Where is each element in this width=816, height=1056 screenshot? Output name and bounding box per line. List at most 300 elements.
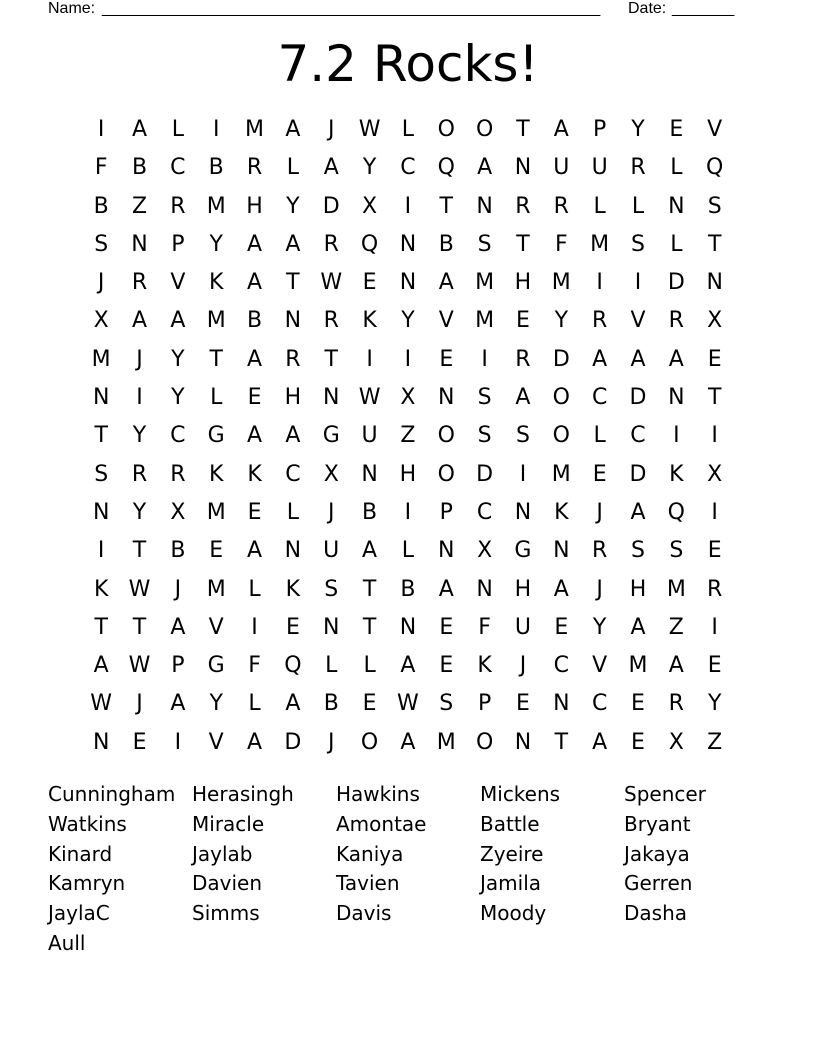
grid-letter: O <box>552 423 570 449</box>
grid-letter: I <box>136 385 143 411</box>
grid-letter: D <box>322 193 340 219</box>
word-bank-item: Jakaya <box>624 841 690 866</box>
grid-letter: N <box>668 385 685 411</box>
grid-row <box>82 685 734 723</box>
grid-letter: Z <box>707 729 723 755</box>
grid-letter: A <box>400 729 416 755</box>
grid-letter: A <box>170 308 186 334</box>
grid-letter: I <box>481 346 488 372</box>
grid-letter: S <box>669 538 684 564</box>
grid-letter: H <box>246 193 263 219</box>
grid-letter: E <box>554 614 569 640</box>
grid-letter: L <box>631 193 645 219</box>
grid-letter: Y <box>707 691 722 717</box>
grid-letter: L <box>401 538 415 564</box>
grid-letter: N <box>92 729 110 755</box>
grid-letter: A <box>592 729 608 755</box>
grid-letter: E <box>707 538 722 564</box>
grid-letter: Q <box>667 499 685 525</box>
grid-letter: C <box>553 653 569 679</box>
grid-letter: L <box>670 231 683 257</box>
grid-letter: I <box>711 499 718 525</box>
grid-letter: A <box>630 499 646 525</box>
grid-letter: K <box>477 653 492 679</box>
grid-letter: E <box>209 538 224 564</box>
grid-letter: N <box>668 193 685 219</box>
grid-letter: E <box>631 691 645 717</box>
grid-letter: D <box>667 270 685 296</box>
grid-letter: J <box>97 270 105 296</box>
grid-letter: C <box>591 691 608 717</box>
grid-letter: R <box>707 576 723 602</box>
grid-letter: K <box>669 461 684 487</box>
grid-letter: A <box>668 653 684 679</box>
grid-letter: B <box>93 193 109 219</box>
grid-letter: G <box>514 538 532 564</box>
grid-letter: V <box>170 270 186 296</box>
grid-letter: L <box>248 576 261 602</box>
grid-letter: E <box>247 499 262 525</box>
grid-letter: P <box>477 691 492 717</box>
grid-letter: V <box>208 614 224 640</box>
grid-letter: C <box>630 423 646 449</box>
word-bank-item: Zyeire <box>480 841 544 866</box>
grid-letter: O <box>475 729 494 755</box>
word-bank-item: Herasingh <box>192 782 294 806</box>
grid-letter: T <box>94 423 108 449</box>
grid-letter: T <box>362 614 377 640</box>
grid-letter: M <box>206 193 226 219</box>
word-bank-item: Jamila <box>480 871 542 896</box>
word-bank-item: Watkins <box>48 811 127 836</box>
grid-letter: X <box>93 308 109 334</box>
word-bank-item: Cunningham <box>48 782 176 806</box>
grid-letter: Y <box>132 423 147 449</box>
grid-letter: U <box>361 423 378 449</box>
grid-row <box>82 647 734 685</box>
grid-letter: Y <box>209 691 223 717</box>
grid-letter: X <box>323 461 339 487</box>
grid-letter: Q <box>706 155 724 181</box>
grid-letter: N <box>323 385 340 411</box>
grid-letter: I <box>519 461 527 487</box>
grid-letter: Q <box>360 231 379 257</box>
grid-row <box>82 609 734 647</box>
grid-letter: W <box>320 270 343 296</box>
grid-letter: Y <box>132 499 147 525</box>
grid-letter: I <box>711 614 718 640</box>
grid-letter: N <box>706 270 723 296</box>
grid-letter: H <box>514 270 532 296</box>
grid-letter: I <box>251 614 258 640</box>
grid-letter: N <box>284 538 302 564</box>
grid-letter: V <box>630 308 646 334</box>
grid-letter: Q <box>284 653 302 679</box>
grid-letter: N <box>514 729 532 755</box>
grid-letter: J <box>136 346 143 372</box>
grid-letter: A <box>592 346 608 372</box>
grid-letter: N <box>399 270 417 296</box>
grid-letter: J <box>327 729 335 755</box>
grid-letter: E <box>707 653 722 679</box>
grid-letter: R <box>515 346 531 372</box>
grid-letter: L <box>363 653 376 679</box>
grid-letter: B <box>438 231 454 257</box>
grid-letter: G <box>207 423 225 449</box>
grid-letter: S <box>707 193 722 219</box>
grid-letter: M <box>666 576 686 602</box>
grid-letter: I <box>366 346 373 372</box>
grid-letter: S <box>477 423 492 449</box>
grid-letter: A <box>630 346 646 372</box>
grid-letter: E <box>669 117 684 142</box>
word-bank-item: Moody <box>480 901 547 926</box>
grid-letter: L <box>171 117 184 142</box>
grid-letter: P <box>439 499 453 525</box>
grid-letter: I <box>673 423 680 449</box>
grid-letter: R <box>668 691 684 717</box>
word-bank-item: JaylaC <box>48 901 110 926</box>
grid-letter: L <box>210 385 223 411</box>
grid-letter: M <box>551 270 571 296</box>
grid-letter: D <box>284 729 302 755</box>
grid-letter: V <box>438 308 454 334</box>
grid-letter: R <box>591 308 608 334</box>
grid-letter: R <box>553 193 569 219</box>
grid-row <box>82 494 734 532</box>
grid-row <box>82 341 734 379</box>
grid-row <box>82 724 734 762</box>
word-bank-item: Davis <box>336 901 392 926</box>
grid-letter: Z <box>400 423 416 449</box>
grid-letter: S <box>631 538 645 564</box>
grid-letter: I <box>404 193 412 219</box>
grid-letter: K <box>208 270 224 296</box>
grid-letter: S <box>324 576 339 602</box>
grid-letter: R <box>630 155 646 181</box>
grid-letter: P <box>171 231 185 257</box>
grid-letter: L <box>401 117 415 142</box>
grid-row <box>82 188 734 226</box>
grid-letter: T <box>707 385 722 411</box>
grid-letter: K <box>554 499 569 525</box>
grid-letter: L <box>248 691 261 717</box>
grid-letter: N <box>476 193 493 219</box>
grid-letter: K <box>208 461 224 487</box>
grid-letter: E <box>362 270 377 296</box>
grid-letter: N <box>399 614 417 640</box>
grid-letter: B <box>247 308 263 334</box>
grid-letter: O <box>360 729 379 755</box>
word-bank <box>48 780 768 959</box>
grid-row <box>82 571 734 609</box>
grid-letter: B <box>131 155 148 181</box>
grid-letter: R <box>323 308 339 334</box>
grid-letter: W <box>358 117 381 142</box>
grid-letter: C <box>170 155 186 181</box>
grid-letter: V <box>592 653 608 679</box>
grid-letter: Z <box>131 193 148 219</box>
grid-row <box>82 111 734 149</box>
grid-letter: S <box>631 231 645 257</box>
word-bank-item: Gerren <box>624 871 693 896</box>
grid-letter: T <box>209 346 223 372</box>
grid-letter: S <box>94 461 109 487</box>
grid-letter: E <box>439 346 454 372</box>
grid-letter: S <box>477 231 492 257</box>
grid-letter: J <box>136 691 143 717</box>
grid-letter: M <box>628 653 648 679</box>
word-bank-item: Jaylab <box>192 841 253 866</box>
grid-letter: A <box>131 308 148 334</box>
name-label: Name: <box>48 0 96 17</box>
grid-letter: S <box>94 231 109 257</box>
grid-letter: J <box>174 576 182 602</box>
grid-letter: S <box>515 423 530 449</box>
grid-letter: M <box>91 346 111 372</box>
grid-letter: A <box>285 117 301 142</box>
grid-letter: Y <box>362 155 377 181</box>
grid-letter: K <box>285 576 301 602</box>
grid-letter: A <box>553 576 569 602</box>
grid-letter: F <box>478 614 491 640</box>
grid-letter: S <box>439 691 454 717</box>
grid-letter: Y <box>209 231 223 257</box>
word-bank-item: Hawkins <box>336 782 420 806</box>
grid-letter: E <box>707 346 722 372</box>
grid-letter: H <box>514 576 532 602</box>
grid-letter: T <box>362 576 377 602</box>
grid-letter: R <box>131 270 148 296</box>
grid-letter: R <box>170 193 186 219</box>
word-bank-item: Dasha <box>624 901 688 926</box>
grid-letter: R <box>515 193 531 219</box>
grid-letter: A <box>323 155 339 181</box>
word-bank-item: Battle <box>480 811 540 836</box>
grid-letter: J <box>327 117 335 142</box>
grid-letter: H <box>399 461 417 487</box>
word-bank-item: Kinard <box>48 841 113 866</box>
grid-letter: M <box>475 308 495 334</box>
grid-letter: F <box>554 231 568 257</box>
grid-letter: X <box>400 385 416 411</box>
grid-letter: X <box>170 499 186 525</box>
header-line <box>48 0 748 20</box>
grid-letter: A <box>477 155 493 181</box>
grid-letter: O <box>552 385 570 411</box>
grid-letter: W <box>128 576 151 602</box>
grid-letter: G <box>322 423 340 449</box>
grid-letter: M <box>245 117 265 142</box>
grid-letter: T <box>554 729 569 755</box>
word-bank-item: Simms <box>192 901 260 926</box>
grid-letter: S <box>477 385 492 411</box>
grid-letter: F <box>248 653 261 679</box>
grid-letter: A <box>362 538 378 564</box>
grid-row <box>82 532 734 570</box>
grid-letter: A <box>170 614 186 640</box>
grid-letter: Y <box>554 308 569 334</box>
grid-letter: I <box>596 270 603 296</box>
grid-letter: N <box>553 691 570 717</box>
grid-letter: U <box>323 538 340 564</box>
grid-letter: P <box>171 653 185 679</box>
grid-letter: E <box>285 614 300 640</box>
grid-letter: W <box>397 691 419 717</box>
date-label: Date: <box>628 0 667 17</box>
grid-letter: C <box>285 461 301 487</box>
grid-letter: I <box>174 729 182 755</box>
grid-letter: A <box>170 691 186 717</box>
grid-letter: E <box>631 729 645 755</box>
grid-letter: D <box>552 346 570 372</box>
grid-letter: N <box>131 231 148 257</box>
grid-letter: C <box>591 385 608 411</box>
grid-letter: R <box>323 231 339 257</box>
grid-row <box>82 379 734 417</box>
grid-letter: R <box>131 461 148 487</box>
letter-grid <box>82 111 734 762</box>
grid-letter: C <box>476 499 493 525</box>
word-bank-item: Kamryn <box>48 871 126 896</box>
grid-letter: E <box>132 729 147 755</box>
grid-letter: U <box>591 155 608 181</box>
grid-letter: Y <box>401 308 415 334</box>
grid-letter: J <box>596 576 603 602</box>
grid-letter: M <box>206 308 226 334</box>
grid-letter: M <box>590 231 610 257</box>
grid-letter: A <box>668 346 684 372</box>
grid-letter: N <box>323 614 340 640</box>
grid-letter: Z <box>668 614 684 640</box>
grid-letter: I <box>97 117 105 142</box>
grid-letter: M <box>475 270 495 296</box>
grid-letter: L <box>593 423 606 449</box>
page-title: 7.2 Rocks! <box>277 35 539 93</box>
grid-letter: V <box>707 117 723 142</box>
grid-row <box>82 417 734 455</box>
grid-letter: Q <box>437 155 455 181</box>
grid-letter: E <box>362 691 377 717</box>
word-bank-item: Tavien <box>336 871 400 896</box>
grid-letter: G <box>207 653 225 679</box>
grid-letter: U <box>553 155 570 181</box>
grid-letter: D <box>629 385 647 411</box>
grid-letter: A <box>247 270 263 296</box>
grid-letter: E <box>439 653 454 679</box>
grid-letter: T <box>94 614 108 640</box>
grid-letter: I <box>212 117 220 142</box>
word-bank-item: Mickens <box>480 782 561 806</box>
grid-letter: M <box>206 576 226 602</box>
word-bank-item: Bryant <box>624 811 691 836</box>
word-bank-item: Spencer <box>624 782 706 806</box>
grid-letter: N <box>553 538 570 564</box>
grid-letter: I <box>404 346 412 372</box>
date-blank-line: _______ <box>672 0 735 17</box>
grid-letter: J <box>327 499 335 525</box>
grid-letter: N <box>438 385 455 411</box>
grid-letter: T <box>707 231 722 257</box>
grid-letter: N <box>438 538 455 564</box>
grid-letter: W <box>128 653 151 679</box>
grid-letter: A <box>247 423 263 449</box>
grid-letter: R <box>285 346 301 372</box>
name-blank-line: ________________________________________________________ <box>102 0 601 17</box>
grid-letter: J <box>596 499 603 525</box>
grid-letter: R <box>591 538 608 564</box>
grid-letter: E <box>247 385 262 411</box>
grid-letter: H <box>629 576 647 602</box>
grid-letter: N <box>92 499 110 525</box>
grid-letter: T <box>516 117 530 142</box>
grid-letter: O <box>437 117 455 142</box>
grid-letter: C <box>170 423 186 449</box>
grid-letter: A <box>630 614 646 640</box>
grid-letter: E <box>516 308 530 334</box>
grid-letter: N <box>399 231 417 257</box>
grid-letter: K <box>247 461 262 487</box>
grid-letter: B <box>362 499 378 525</box>
grid-letter: N <box>361 461 378 487</box>
grid-letter: Y <box>592 614 607 640</box>
grid-letter: Y <box>171 346 185 372</box>
grid-letter: D <box>629 461 647 487</box>
grid-letter: T <box>132 538 147 564</box>
grid-letter: A <box>553 117 569 142</box>
grid-letter: L <box>593 193 606 219</box>
grid-letter: A <box>247 231 263 257</box>
grid-letter: I <box>711 423 718 449</box>
grid-letter: M <box>206 499 226 525</box>
grid-letter: O <box>475 117 494 142</box>
word-bank-item: Amontae <box>336 811 427 836</box>
grid-letter: N <box>514 155 532 181</box>
grid-letter: I <box>97 538 105 564</box>
grid-letter: L <box>286 499 300 525</box>
grid-letter: A <box>285 423 301 449</box>
grid-letter: R <box>170 461 186 487</box>
grid-letter: O <box>437 423 455 449</box>
grid-letter: B <box>208 155 224 181</box>
grid-letter: D <box>476 461 494 487</box>
grid-letter: K <box>362 308 377 334</box>
grid-letter: A <box>247 346 263 372</box>
grid-letter: L <box>286 155 300 181</box>
grid-letter: A <box>515 385 531 411</box>
grid-letter: F <box>94 155 108 181</box>
grid-letter: E <box>439 614 454 640</box>
grid-letter: X <box>707 461 723 487</box>
grid-letter: A <box>400 653 416 679</box>
grid-letter: N <box>476 576 493 602</box>
grid-letter: A <box>247 729 263 755</box>
word-bank-item: Miracle <box>192 811 265 836</box>
grid-letter: X <box>362 193 378 219</box>
grid-letter: U <box>514 614 531 640</box>
grid-letter: T <box>516 231 530 257</box>
grid-letter: E <box>516 691 530 717</box>
grid-letter: A <box>438 576 454 602</box>
grid-letter: T <box>439 193 453 219</box>
grid-letter: Y <box>286 193 300 219</box>
grid-letter: A <box>131 117 148 142</box>
grid-letter: N <box>284 308 302 334</box>
grid-letter: E <box>592 461 607 487</box>
grid-letter: N <box>92 385 110 411</box>
grid-letter: Y <box>631 117 645 142</box>
grid-letter: V <box>208 729 224 755</box>
